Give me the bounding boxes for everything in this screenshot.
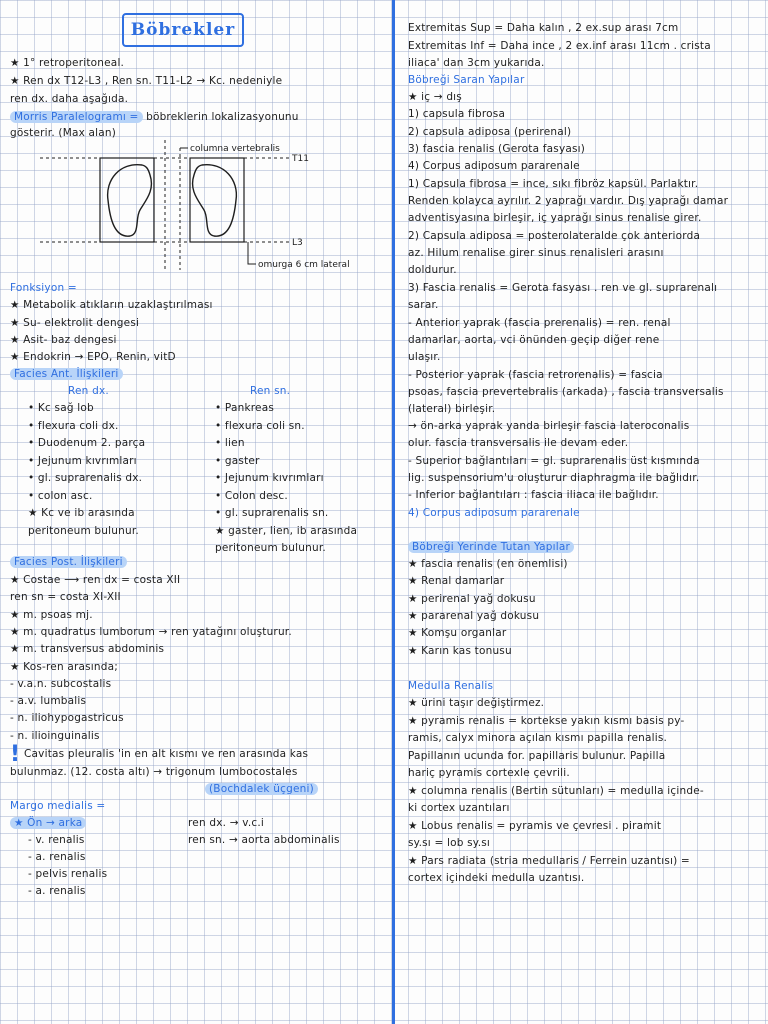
columna-label: columna vertebralis bbox=[190, 144, 280, 154]
right-line-13: 2) Capsula adiposa = posterolateralde çok anteriorda bbox=[408, 230, 701, 242]
facies-ant-line bbox=[10, 368, 123, 381]
ren-dx-heading: Ren dx. bbox=[68, 385, 109, 397]
intro-line-2: ★ Ren dx T12-L3 , Ren sn. T11-L2 → Kc. nedeniyle bbox=[10, 75, 283, 87]
facies-ant-heading: Facies Ant. İlişkileri bbox=[10, 368, 123, 380]
kidney-diagram bbox=[10, 140, 382, 285]
medulla-line-2: ★ pyramis renalis = kortekse yakın kısmı basis py- bbox=[408, 714, 685, 727]
right-line-16: 3) Fascia renalis = Gerota fasyası . ren ve gl. suprarenalı bbox=[408, 282, 718, 294]
morris-line bbox=[10, 111, 299, 124]
ren-sn-item-2: • flexura coli sn. bbox=[215, 419, 305, 432]
intro-line-3: ren dx. daha aşağıda. bbox=[10, 93, 129, 105]
right-line-19: damarlar, aorta, vci önünden geçip diğer rene bbox=[408, 334, 660, 346]
tutan-item-1: ★ fascia renalis (en önemlisi) bbox=[408, 558, 568, 570]
medulla-line-8: ★ Lobus renalis = pyramis ve çevresi . piramit bbox=[408, 819, 662, 832]
ren-dx-item-7: ★ Kc ve ib arasında bbox=[28, 507, 135, 519]
facies-post-line bbox=[10, 556, 127, 569]
l3-label: L3 bbox=[292, 238, 303, 248]
tutan-item-5: ★ Komşu organlar bbox=[408, 627, 507, 640]
facies-post-item-2: ren sn = costa XI-XII bbox=[10, 591, 121, 604]
morris-text: böbreklerin lokalizasyonunu bbox=[146, 111, 299, 123]
ren-dx-item-1: • Kc sağ lob bbox=[28, 402, 94, 414]
tutan-item-3: ★ perirenal yağ dokusu bbox=[408, 592, 536, 605]
right-line-27: lig. suspensorium'u oluşturur diaphragma ile bağlıdır. bbox=[408, 472, 700, 484]
margo-right-1: ren dx. → v.c.i bbox=[188, 817, 264, 829]
ren-dx-item-8: peritoneum bulunur. bbox=[28, 524, 139, 537]
ren-sn-heading: Ren sn. bbox=[250, 385, 291, 397]
margo-item-1: - v. renalis bbox=[28, 834, 85, 846]
margo-item-4: - a. renalis bbox=[28, 885, 86, 897]
facies-post-item-3: ★ m. psoas mj. bbox=[10, 608, 93, 621]
medulla-line-3: ramis, calyx minora açılan kısmı papilla renalis. bbox=[408, 732, 668, 744]
facies-post-item-8: - a.v. lumbalis bbox=[10, 695, 87, 708]
bochdalek-label: (Bochdalek üçgeni) bbox=[205, 783, 318, 795]
right-line-17: sarar. bbox=[408, 299, 439, 311]
fonksiyon-item-3: ★ Asit- baz dengesi bbox=[10, 334, 117, 346]
cavitas-line-1: Cavitas pleuralis 'in en alt kısmı ve ren arasında kas bbox=[24, 748, 309, 760]
right-line-7: 2) capsula adiposa (perirenal) bbox=[408, 126, 572, 138]
margo-item-3: - pelvis renalis bbox=[28, 868, 108, 880]
medulla-line-9: sy.sı = lob sy.sı bbox=[408, 837, 491, 849]
margo-highlight-line bbox=[10, 817, 86, 830]
right-line-28: - Inferior bağlantıları : fascia iliaca ile bağlıdır. bbox=[408, 489, 659, 501]
medulla-line-10: ★ Pars radiata (stria medullaris / Ferrein uzantısı) = bbox=[408, 854, 690, 867]
facies-post-item-5: ★ m. transversus abdominis bbox=[10, 643, 165, 656]
t11-label: T11 bbox=[292, 154, 309, 164]
medulla-heading: Medulla Renalis bbox=[408, 680, 494, 692]
right-line-25: olur. fascia transversalis ile devam eder. bbox=[408, 437, 629, 449]
right-line-15: doldurur. bbox=[408, 264, 457, 276]
fonksiyon-item-1: ★ Metabolik atıkların uzaklaştırılması bbox=[10, 299, 213, 311]
fonksiyon-item-2: ★ Su- elektrolit dengesi bbox=[10, 317, 140, 329]
right-line-14: az. Hilum renalise girer sinus renalisleri arasını bbox=[408, 247, 664, 259]
margo-heading: Margo medialis = bbox=[10, 800, 106, 812]
right-line-6: 1) capsula fibrosa bbox=[408, 108, 506, 120]
right-line-29: 4) Corpus adiposum pararenale bbox=[408, 507, 580, 519]
column-divider bbox=[392, 0, 395, 1024]
ren-sn-item-9: peritoneum bulunur. bbox=[215, 542, 326, 554]
tutan-heading: Böbreği Yerinde Tutan Yapılar bbox=[408, 541, 574, 553]
tutan-item-4: ★ pararenal yağ dokusu bbox=[408, 609, 540, 622]
right-line-26: - Superior bağlantıları = gl. suprarenalis üst kısmında bbox=[408, 455, 700, 467]
medulla-line-6: ★ columna renalis (Bertin sütunları) = medulla içinde- bbox=[408, 784, 704, 797]
right-line-5: ★ iç → dış bbox=[408, 91, 462, 103]
tutan-heading-line bbox=[408, 541, 574, 554]
medulla-line-5: hariç pyramis cortexle çevrili. bbox=[408, 767, 570, 779]
margo-item-2: - a. renalis bbox=[28, 851, 86, 863]
tutan-item-2: ★ Renal damarlar bbox=[408, 575, 505, 588]
ren-sn-item-8: ★ gaster, lien, ib arasında bbox=[215, 524, 358, 537]
facies-post-item-6: ★ Kos-ren arasında; bbox=[10, 660, 119, 673]
facies-post-item-10: - n. ilioinguinalis bbox=[10, 729, 100, 742]
medulla-line-1: ★ ürini taşır değiştirmez. bbox=[408, 697, 545, 709]
ren-sn-item-4: • gaster bbox=[215, 454, 260, 467]
ren-sn-item-7: • gl. suprarenalis sn. bbox=[215, 507, 329, 519]
ren-dx-item-5: • gl. suprarenalis dx. bbox=[28, 472, 143, 484]
right-line-1: Extremitas Sup = Daha kalın , 2 ex.sup arası 7cm bbox=[408, 22, 679, 34]
ren-dx-item-2: • flexura coli dx. bbox=[28, 419, 119, 432]
morris-label: Morris Paralelogramı = bbox=[10, 111, 143, 123]
right-line-8: 3) fascia renalis (Gerota fasyası) bbox=[408, 143, 586, 155]
facies-post-item-1: ★ Costae ⟶ ren dx = costa XII bbox=[10, 574, 181, 586]
facies-post-item-4: ★ m. quadratus lumborum → ren yatağını oluşturur. bbox=[10, 625, 292, 638]
right-line-18: - Anterior yaprak (fascia prerenalis) = ren. renal bbox=[408, 317, 671, 329]
ren-sn-item-6: • Colon desc. bbox=[215, 489, 288, 502]
facies-post-item-9: - n. iliohypogastricus bbox=[10, 712, 124, 725]
ren-dx-item-3: • Duodenum 2. parça bbox=[28, 437, 146, 449]
facies-post-heading: Facies Post. İlişkileri bbox=[10, 556, 127, 568]
medulla-line-4: Papillanın ucunda for. papillaris bulunur. Papilla bbox=[408, 749, 666, 762]
right-line-21: - Posterior yaprak (fascia retrorenalis) = fascia bbox=[408, 369, 663, 381]
right-line-9: 4) Corpus adiposum pararenale bbox=[408, 160, 580, 172]
right-line-4: Böbreği Saran Yapılar bbox=[408, 74, 525, 86]
intro-line-1: ★ 1° retroperitoneal. bbox=[10, 57, 125, 69]
right-line-12: adventisyasına birleşir, iç yaprağı sinus renalise girer. bbox=[408, 212, 702, 224]
margo-right-2: ren sn. → aorta abdominalis bbox=[188, 834, 340, 846]
tutan-item-6: ★ Karın kas tonusu bbox=[408, 644, 512, 657]
right-line-11: Renden kolayca ayrılır. 2 yaprağı vardır. Dış yaprağı damar bbox=[408, 195, 729, 207]
cavitas-line-2: bulunmaz. (12. costa altı) → trigonum lumbocostales bbox=[10, 766, 298, 778]
margo-highlight: ★ Ön → arka bbox=[10, 817, 86, 829]
ren-sn-item-3: • lien bbox=[215, 437, 245, 449]
right-line-3: iliaca' dan 3cm yukarıda. bbox=[408, 57, 545, 69]
right-line-2: Extremitas Inf = Daha ince , 2 ex.inf arası 11cm . crista bbox=[408, 40, 711, 52]
ren-sn-item-5: • Jejunum kıvrımları bbox=[215, 472, 324, 484]
ren-dx-item-4: • Jejunum kıvrımları bbox=[28, 454, 137, 467]
bochdalek-line bbox=[205, 783, 318, 796]
page-title: Böbrekler bbox=[122, 13, 244, 47]
morris-text-2: gösterir. (Max alan) bbox=[10, 127, 117, 139]
right-line-23: (lateral) birleşir. bbox=[408, 403, 496, 415]
right-line-22: psoas, fascia prevertebralis (arkada) , fascia transversalis bbox=[408, 386, 724, 398]
exclamation-icon: ! bbox=[10, 742, 21, 767]
right-line-24: → ön-arka yaprak yanda birleşir fascia lateroconalis bbox=[408, 420, 690, 432]
facies-post-item-7: - v.a.n. subcostalis bbox=[10, 677, 112, 690]
fonksiyon-item-4: ★ Endokrin → EPO, Renin, vitD bbox=[10, 351, 176, 363]
ren-sn-item-1: • Pankreas bbox=[215, 402, 275, 414]
medulla-line-7: ki cortex uzantıları bbox=[408, 802, 510, 814]
omurga-label: omurga 6 cm lateral bbox=[258, 260, 350, 270]
medulla-line-11: cortex içindeki medulla uzantısı. bbox=[408, 872, 585, 884]
right-line-10: 1) Capsula fibrosa = ince, sıkı fibröz kapsül. Parlaktır. bbox=[408, 178, 699, 190]
fonksiyon-heading: Fonksiyon = bbox=[10, 282, 77, 294]
ren-dx-item-6: • colon asc. bbox=[28, 489, 93, 502]
right-line-20: ulaşır. bbox=[408, 351, 441, 363]
